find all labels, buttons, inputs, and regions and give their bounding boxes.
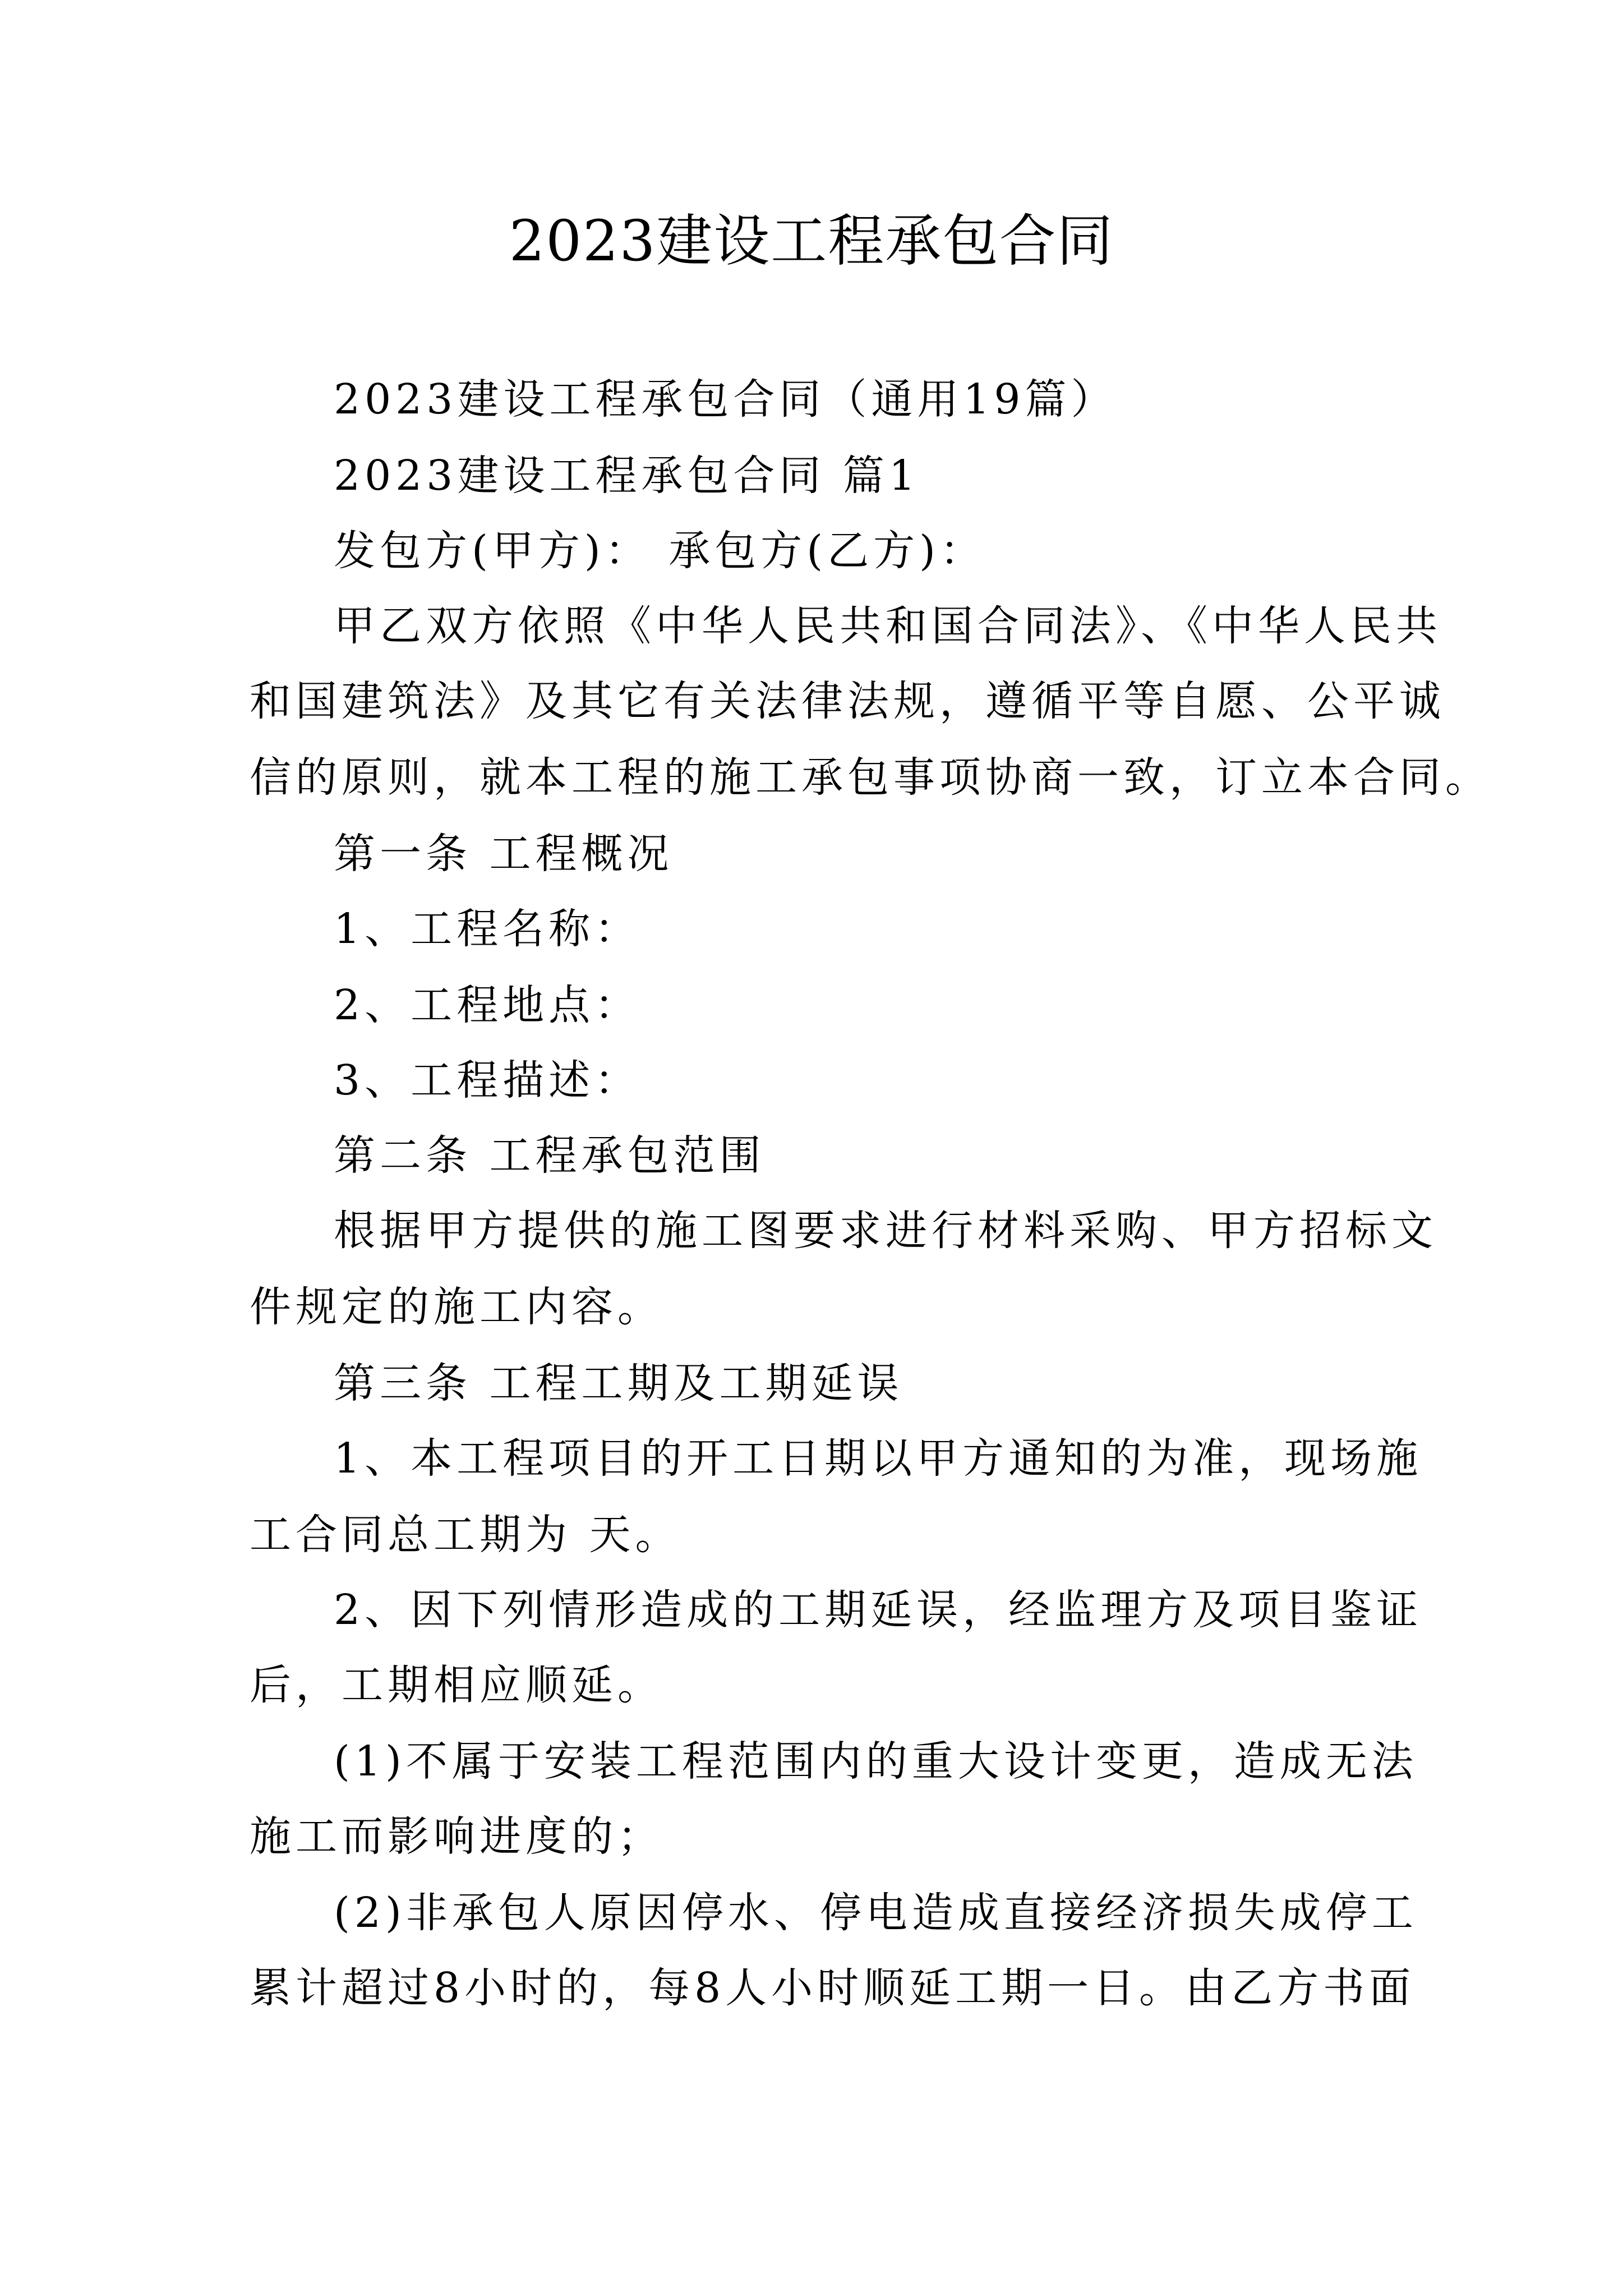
paragraph-line: 累计超过8小时的，每8人小时顺延工期一日。由乙方书面 [250, 1964, 1415, 2012]
paragraph-line: 1、工程名称： [334, 905, 641, 953]
paragraph-line: (2)非承包人原因停水、停电造成直接经济损失成停工 [334, 1889, 1418, 1937]
document-title: 2023建设工程承包合同 [509, 208, 1114, 274]
paragraph-line: 信的原则，就本工程的施工承包事项协商一致，订立本合同。 [250, 753, 1491, 802]
paragraph-line: 工合同总工期为 天。 [250, 1511, 681, 1559]
paragraph-line: 1、本工程项目的开工日期以甲方通知的为准，现场施 [334, 1434, 1423, 1483]
paragraph-line: 后，工期相应顺延。 [250, 1661, 663, 1709]
paragraph-line: 3、工程描述： [334, 1056, 641, 1105]
paragraph-line: 发包方(甲方)： 承包方(乙方)： [334, 527, 986, 575]
paragraph-line: 和国建筑法》及其它有关法律法规，遵循平等自愿、公平诚 [250, 677, 1445, 725]
paragraph-line: 2、工程地点： [334, 981, 641, 1029]
paragraph-line: 施工而影响进度的； [250, 1812, 663, 1861]
paragraph-line: 件规定的施工内容。 [250, 1283, 663, 1331]
paragraph-line: 2023建设工程承包合同（通用19篇） [334, 375, 1117, 424]
paragraph-line: 2、因下列情形造成的工期延误，经监理方及项目鉴证 [334, 1586, 1423, 1634]
paragraph-line: 2023建设工程承包合同 篇1 [334, 452, 920, 500]
paragraph-line: 甲乙双方依照《中华人民共和国合同法》、《中华人民共 [334, 602, 1442, 650]
paragraph-line: 第一条 工程概况 [334, 830, 674, 878]
paragraph-line: 第三条 工程工期及工期延误 [334, 1359, 903, 1407]
paragraph-line: 第二条 工程承包范围 [334, 1131, 766, 1180]
paragraph-line: (1)不属于安装工程范围内的重大设计变更，造成无法 [334, 1737, 1418, 1786]
paragraph-line: 根据甲方提供的施工图要求进行材料采购、甲方招标文 [334, 1207, 1437, 1255]
